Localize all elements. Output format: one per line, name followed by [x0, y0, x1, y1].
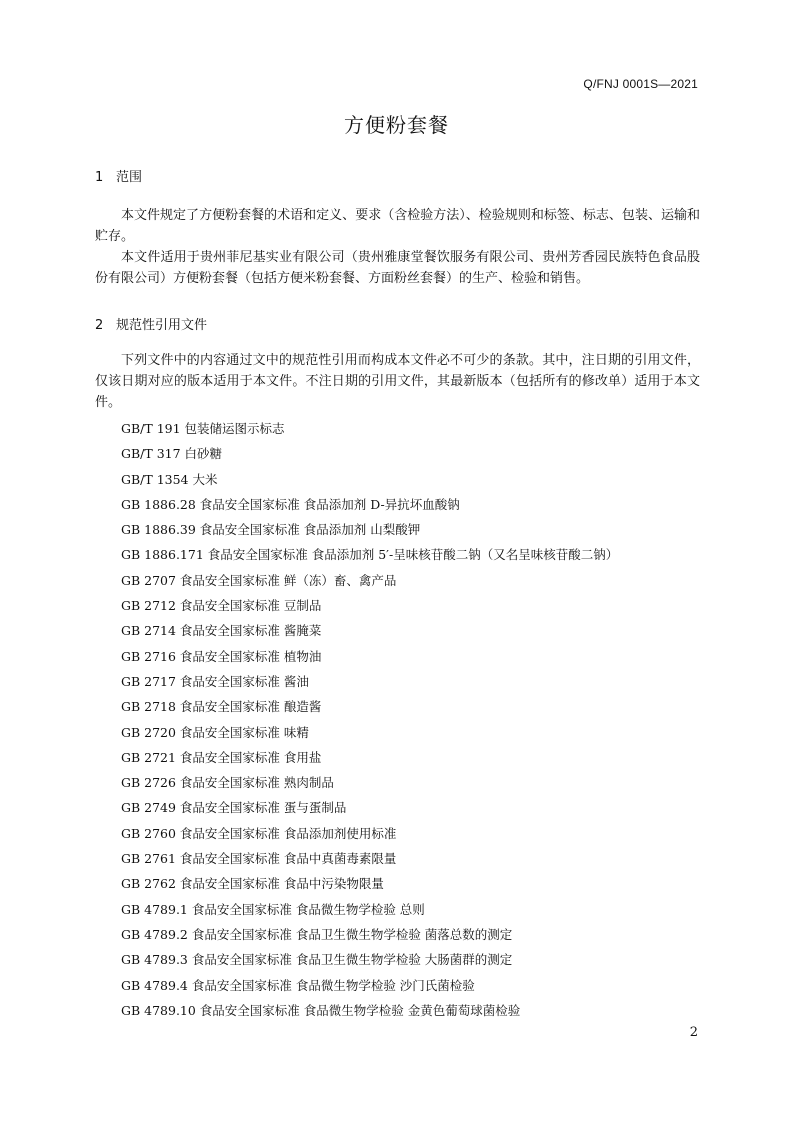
reference-item: GB/T 317 白砂糖 [121, 446, 223, 462]
reference-item: GB/T 1354 大米 [121, 471, 218, 487]
reference-item: GB 2717 食品安全国家标准 酱油 [121, 673, 309, 689]
reference-item: GB 2721 食品安全国家标准 食用盐 [121, 749, 322, 765]
reference-item: GB/T 191 包装储运图示标志 [121, 421, 285, 436]
reference-item: GB 1886.171 食品安全国家标准 食品添加剂 5′-呈味核苷酸二钠（又名呈味核苷酸二钠） [121, 547, 619, 563]
reference-item: GB 4789.1 食品安全国家标准 食品微生物学检验 总则 [121, 901, 425, 917]
reference-item: GB 4789.2 食品安全国家标准 食品卫生微生物学检验 菌落总数的测定 [121, 926, 513, 942]
reference-item: GB 4789.3 食品安全国家标准 食品卫生微生物学检验 大肠菌群的测定 [121, 952, 513, 968]
section-number: 2 [95, 318, 104, 333]
reference-item: GB 2749 食品安全国家标准 蛋与蛋制品 [121, 800, 347, 816]
reference-item: GB 2720 食品安全国家标准 味精 [121, 724, 309, 740]
reference-item: GB 2718 食品安全国家标准 酿造酱 [121, 699, 322, 715]
document-title: 方便粉套餐 [344, 113, 449, 137]
reference-item: GB 2712 食品安全国家标准 豆制品 [121, 598, 322, 614]
reference-list [121, 419, 721, 1026]
references-intro: 下列文件中的内容通过文中的规范性引用而构成本文件必不可少的条款。其中，注日期的引用文件，仅该日期对应的版本适用于本文件。不注日期的引用文件，其最新版本（包括所有的修改单）适用于本文件。 [95, 353, 700, 410]
section-heading-normative-references [95, 314, 207, 333]
reference-item: GB 2726 食品安全国家标准 熟肉制品 [121, 775, 334, 791]
section-number: 1 [95, 170, 104, 185]
reference-item: GB 1886.39 食品安全国家标准 食品添加剂 山梨酸钾 [121, 522, 421, 538]
reference-item: GB 2761 食品安全国家标准 食品中真菌毒素限量 [121, 851, 397, 867]
section-title: 规范性引用文件 [116, 318, 208, 333]
reference-item: GB 4789.4 食品安全国家标准 食品微生物学检验 沙门氏菌检验 [121, 977, 475, 993]
reference-item: GB 2716 食品安全国家标准 植物油 [121, 648, 322, 664]
standard-code: Q/FNJ 0001S—2021 [583, 77, 698, 91]
reference-item: GB 2714 食品安全国家标准 酱腌菜 [121, 623, 322, 639]
scope-paragraph-2: 本文件适用于贵州菲尼基实业有限公司（贵州雅康堂餐饮服务有限公司、贵州芳香园民族特色食品股份有限公司）方便粉套餐（包括方便米粉套餐、方面粉丝套餐）的生产、检验和销售。 [95, 250, 700, 286]
reference-item: GB 2760 食品安全国家标准 食品添加剂使用标准 [121, 825, 397, 841]
section-title: 范围 [116, 170, 143, 185]
reference-item: GB 4789.10 食品安全国家标准 食品微生物学检验 金黄色葡萄球菌检验 [121, 1002, 521, 1018]
section-heading-scope [95, 166, 142, 185]
reference-item: GB 2707 食品安全国家标准 鲜（冻）畜、禽产品 [121, 572, 397, 588]
reference-item: GB 2762 食品安全国家标准 食品中污染物限量 [121, 876, 384, 892]
reference-item: GB 1886.28 食品安全国家标准 食品添加剂 D-异抗坏血酸钠 [121, 496, 460, 512]
scope-paragraph-1: 本文件规定了方便粉套餐的术语和定义、要求（含检验方法）、检验规则和标签、标志、包装、运输和贮存。 [95, 208, 700, 244]
page-number: 2 [689, 1025, 698, 1040]
